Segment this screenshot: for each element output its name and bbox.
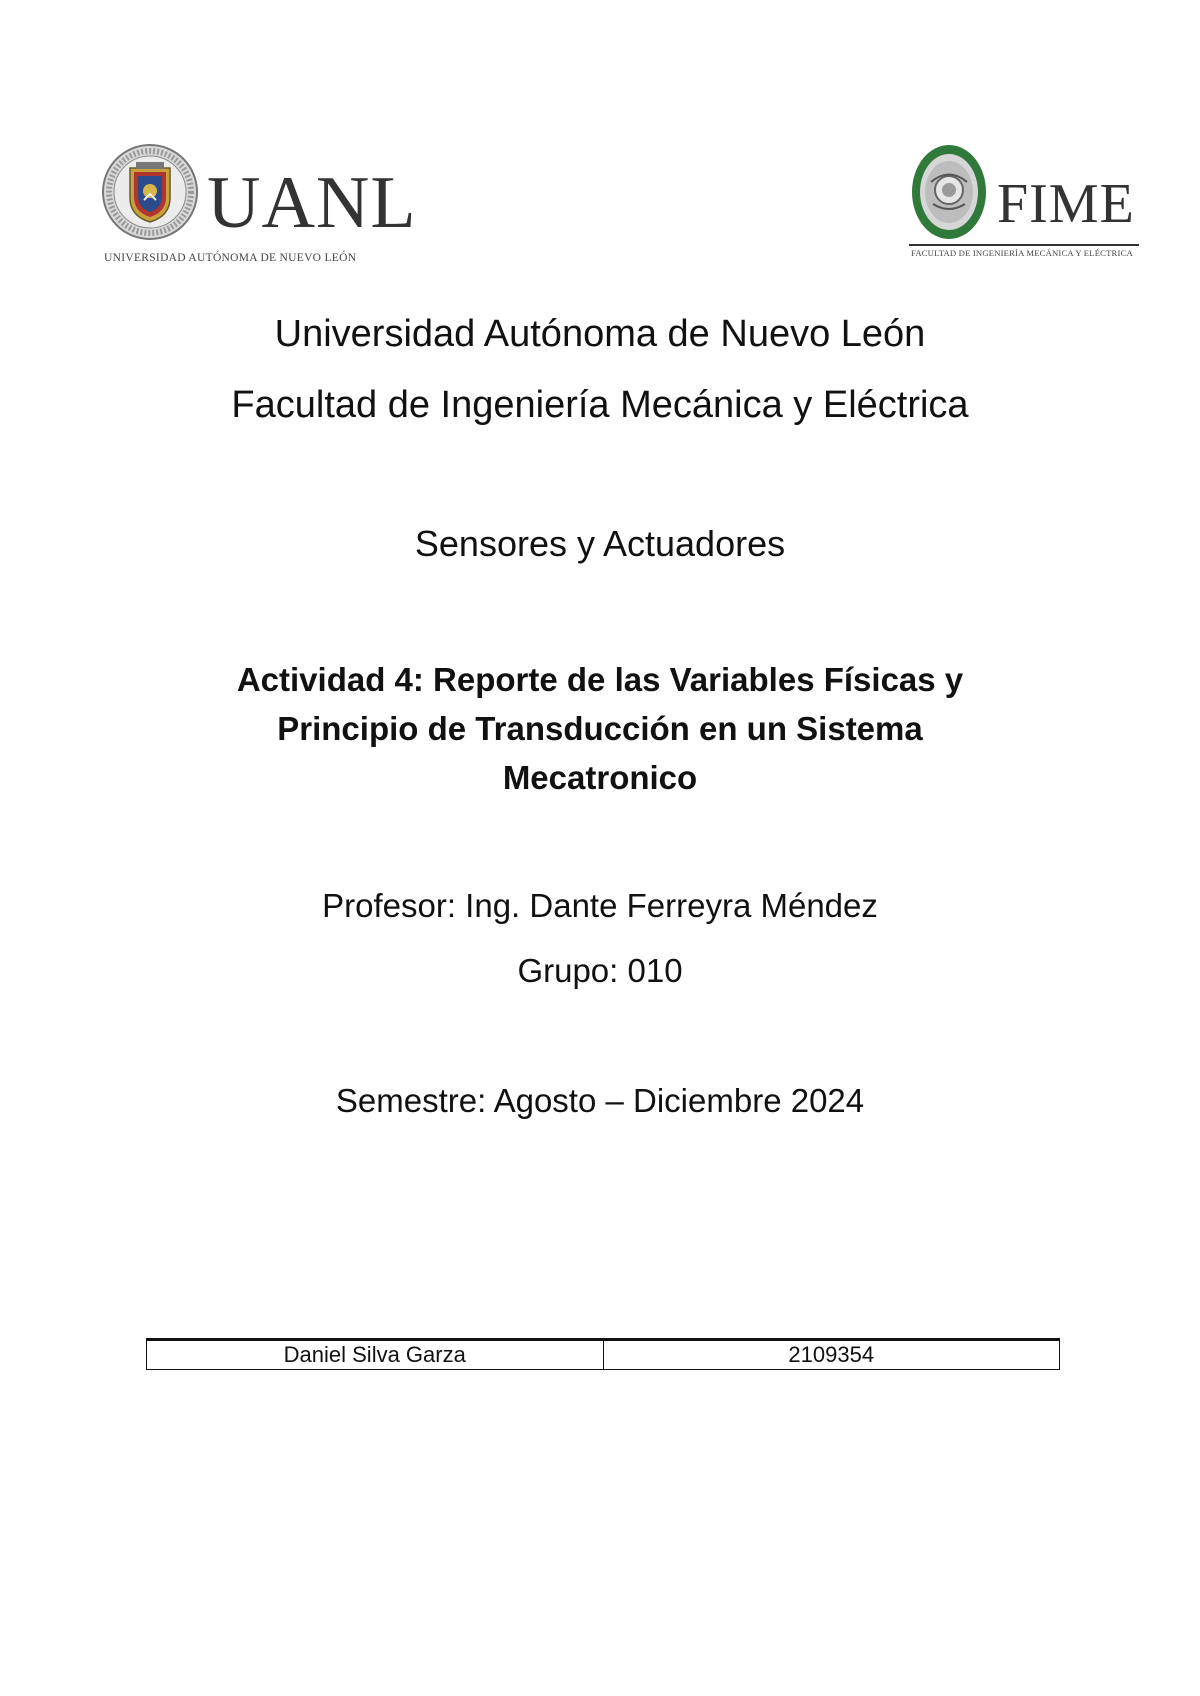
fime-seal-icon: [909, 142, 989, 242]
table-row: [147, 1340, 1060, 1370]
fime-wordmark: FIME: [997, 173, 1135, 235]
semester-line: Semestre: Agosto – Diciembre 2024: [335, 1082, 865, 1119]
fime-logo-rule: [909, 244, 1139, 246]
student-table: [146, 1338, 1060, 1370]
group-line: Grupo: 010: [517, 952, 683, 989]
student-id-cell: 2109354: [603, 1340, 1060, 1370]
activity-title-line: Mecatronico: [502, 759, 698, 796]
activity-title: [150, 655, 1050, 802]
activity-title-line: Actividad 4: Reporte de las Variables Físicas y: [236, 661, 964, 698]
university-name: Universidad Autónoma de Nuevo León: [274, 313, 926, 355]
uanl-seal-icon: [100, 142, 200, 242]
course-name: Sensores y Actuadores: [414, 523, 786, 564]
uanl-logo-subtitle: UNIVERSIDAD AUTÓNOMA DE NUEVO LEÓN: [104, 252, 357, 264]
fime-logo: [909, 142, 1149, 268]
uanl-logo: [100, 142, 417, 268]
faculty-name: Facultad de Ingeniería Mecánica y Eléctrica: [231, 384, 969, 426]
uanl-wordmark: UANL: [207, 162, 417, 244]
student-name-cell: Daniel Silva Garza: [147, 1340, 604, 1370]
activity-title-line: Principio de Transducción en un Sistema: [277, 710, 923, 747]
fime-logo-subtitle: FACULTAD DE INGENIERÍA MECÁNICA Y ELÉCTRICA: [911, 248, 1133, 258]
professor-line: Profesor: Ing. Dante Ferreyra Méndez: [322, 887, 878, 924]
